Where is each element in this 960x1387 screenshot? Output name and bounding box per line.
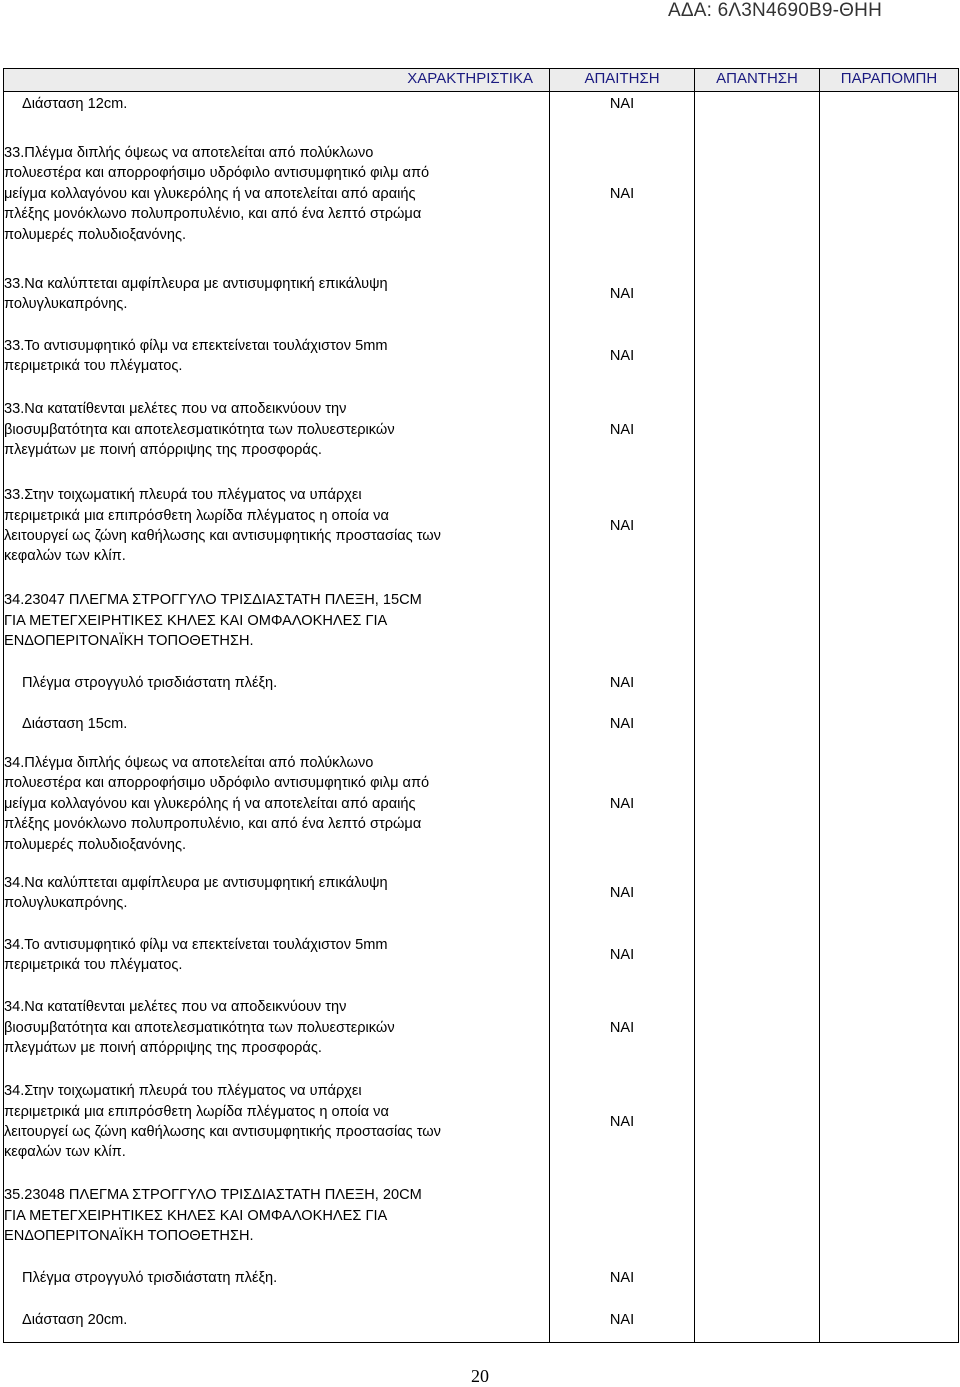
row-block — [4, 1298, 549, 1342]
req-block — [550, 387, 694, 473]
header-characteristics: ΧΑΡΑΚΤΗΡΙΣΤΙΚΑ — [4, 69, 550, 92]
row-block — [4, 924, 549, 986]
header-reference: ΠΑΡΑΠΟΜΠΗ — [820, 69, 959, 92]
row-block — [4, 1258, 549, 1298]
row-text: 34.Να καλύπτεται αμφίπλευρα με αντισυμφητική επικάλυψη πολυγλυκαπρόνης. — [4, 874, 388, 911]
req-block — [550, 663, 694, 703]
row-block — [4, 703, 549, 746]
row-block — [4, 1070, 549, 1174]
row-text: 33.Το αντισυμφητικό φίλμ να επεκτείνεται τουλάχιστον 5mm περιμετρικά του πλέγματος. — [4, 337, 388, 374]
row-block — [4, 387, 549, 473]
req-value: ΝΑΙ — [609, 1019, 635, 1036]
row-text: 33.Να καλύπτεται αμφίπλευρα με αντισυμφητική επικάλυψη πολυγλυκαπρόνης. — [4, 275, 388, 312]
reference-cell — [820, 92, 959, 1343]
req-value: ΝΑΙ — [609, 884, 635, 901]
req-block — [550, 1258, 694, 1298]
table-header-row — [4, 69, 959, 92]
req-value: ΝΑΙ — [609, 1311, 635, 1328]
row-text: 34.Να κατατίθενται μελέτες που να αποδεικνύουν την βιοσυμβατότητα και αποτελεσματικότητα των πολυεστερικών πλεγμάτων με ποινή απόρριψης της προσφοράς. — [4, 999, 395, 1057]
row-text: Διάσταση 20cm. — [22, 1311, 128, 1328]
row-block — [4, 986, 549, 1070]
req-block — [550, 473, 694, 579]
requirement-cell — [550, 92, 695, 1343]
row-block — [4, 663, 549, 703]
req-block — [550, 325, 694, 387]
req-block — [550, 1070, 694, 1174]
req-value: ΝΑΙ — [609, 285, 635, 302]
ada-code: ΑΔΑ: 6Λ3Ν4690Β9-ΘΗΗ — [668, 0, 882, 21]
row-text: 34.23047 ΠΛΕΓΜΑ ΣΤΡΟΓΓΥΛΟ ΤΡΙΣΔΙΑΣΤΑΤΗ ΠΛΕΞΗ, 15CM ΓΙΑ ΜΕΤΕΓΧΕΙΡΗΤΙΚΕΣ ΚΗΛΕΣ ΚΑΙ ΟΜΦΑΛΟΚΗΛΕΣ ΓΙΑ ΕΝΔΟΠΕΡΙΤΟΝΑΪΚΗ ΤΟΠΟΘΕΤΗΣΗ. — [4, 592, 422, 650]
req-value: ΝΑΙ — [609, 674, 635, 691]
row-text: 33.Στην τοιχωματική πλευρά του πλέγματος να υπάρχει περιμετρικά μια επιπρόσθετη λωρίδα πλέγματος η οποία να λειτουργεί ως ζώνη καθήλωσης και αντισυμφητικής προστασίας των κεφαλών των κλίπ. — [4, 487, 441, 565]
req-block — [550, 579, 694, 663]
row-block — [4, 325, 549, 387]
req-block — [550, 263, 694, 325]
table-body-row — [4, 92, 959, 1343]
row-block — [4, 92, 549, 131]
req-block — [550, 131, 694, 263]
row-text: 34.Πλέγμα διπλής όψεως να αποτελείται από πολύκλωνο πολυεστέρα και απορροφήσιμο υδρόφιλο αντισυμφητικό φιλμ από μείγμα κολλαγόνου και γλυκερόλης ή να αποτελείται από αραιής πλέξης μονόκλωνο πολυπροπυλένιο, και από ένα λεπτό στρώμα πολυμερές πολυδιοξανόνης. — [4, 754, 430, 853]
req-value: ΝΑΙ — [609, 946, 635, 963]
row-text: Διάσταση 15cm. — [22, 716, 128, 733]
spec-table — [3, 68, 959, 1343]
row-block — [4, 131, 549, 263]
row-text: 35.23048 ΠΛΕΓΜΑ ΣΤΡΟΓΓΥΛΟ ΤΡΙΣΔΙΑΣΤΑΤΗ ΠΛΕΞΗ, 20CM ΓΙΑ ΜΕΤΕΓΧΕΙΡΗΤΙΚΕΣ ΚΗΛΕΣ ΚΑΙ ΟΜΦΑΛΟΚΗΛΕΣ ΓΙΑ ΕΝΔΟΠΕΡΙΤΟΝΑΪΚΗ ΤΟΠΟΘΕΤΗΣΗ. — [4, 1187, 422, 1245]
req-value: ΝΑΙ — [609, 421, 635, 438]
req-block — [550, 862, 694, 924]
answer-cell — [695, 92, 820, 1343]
row-block — [4, 579, 549, 663]
row-text: Πλέγμα στρογγυλό τρισδιάστατη πλέξη. — [22, 1269, 278, 1286]
req-block — [550, 92, 694, 131]
req-value: ΝΑΙ — [609, 716, 635, 733]
row-text: Διάσταση 12cm. — [22, 96, 128, 112]
req-value: ΝΑΙ — [609, 347, 635, 364]
row-text: 33.Πλέγμα διπλής όψεως να αποτελείται από πολύκλωνο πολυεστέρα και απορροφήσιμο υδρόφιλο αντισυμφητικό φιλμ από μείγμα κολλαγόνου και γλυκερόλης ή να αποτελείται από αραιής πλέξης μονόκλωνο πολυπροπυλένιο, και από ένα λεπτό στρώμα πολυμερές πολυδιοξανόνης. — [4, 144, 430, 243]
row-block — [4, 1174, 549, 1258]
req-value: ΝΑΙ — [609, 517, 635, 534]
row-text: 33.Να κατατίθενται μελέτες που να αποδεικνύουν την βιοσυμβατότητα και αποτελεσματικότητα των πολυεστερικών πλεγμάτων με ποινή απόρριψης της προσφοράς. — [4, 401, 395, 459]
req-block — [550, 1298, 694, 1342]
header-requirement: ΑΠΑΙΤΗΣΗ — [550, 69, 695, 92]
row-text: Πλέγμα στρογγυλό τρισδιάστατη πλέξη. — [22, 674, 278, 691]
req-value: ΝΑΙ — [609, 1113, 635, 1130]
page-number: 20 — [471, 1366, 489, 1386]
row-block — [4, 746, 549, 862]
row-block — [4, 473, 549, 579]
req-block — [550, 703, 694, 746]
header-answer: ΑΠΑΝΤΗΣΗ — [695, 69, 820, 92]
req-block — [550, 986, 694, 1070]
row-text: 34.Στην τοιχωματική πλευρά του πλέγματος να υπάρχει περιμετρικά μια επιπρόσθετη λωρίδα πλέγματος η οποία να λειτουργεί ως ζώνη καθήλωσης και αντισυμφητικής προστασίας των κεφαλών των κλίπ. — [4, 1083, 441, 1161]
req-value: ΝΑΙ — [609, 795, 635, 812]
row-block — [4, 263, 549, 325]
row-block — [4, 862, 549, 924]
req-block — [550, 924, 694, 986]
req-block — [550, 746, 694, 862]
row-text: 34.Το αντισυμφητικό φίλμ να επεκτείνεται τουλάχιστον 5mm περιμετρικά του πλέγματος. — [4, 936, 388, 973]
req-value: ΝΑΙ — [609, 185, 635, 202]
characteristics-cell — [4, 92, 550, 1343]
req-value: ΝΑΙ — [609, 1269, 635, 1286]
req-value: ΝΑΙ — [609, 96, 635, 112]
req-block — [550, 1174, 694, 1258]
